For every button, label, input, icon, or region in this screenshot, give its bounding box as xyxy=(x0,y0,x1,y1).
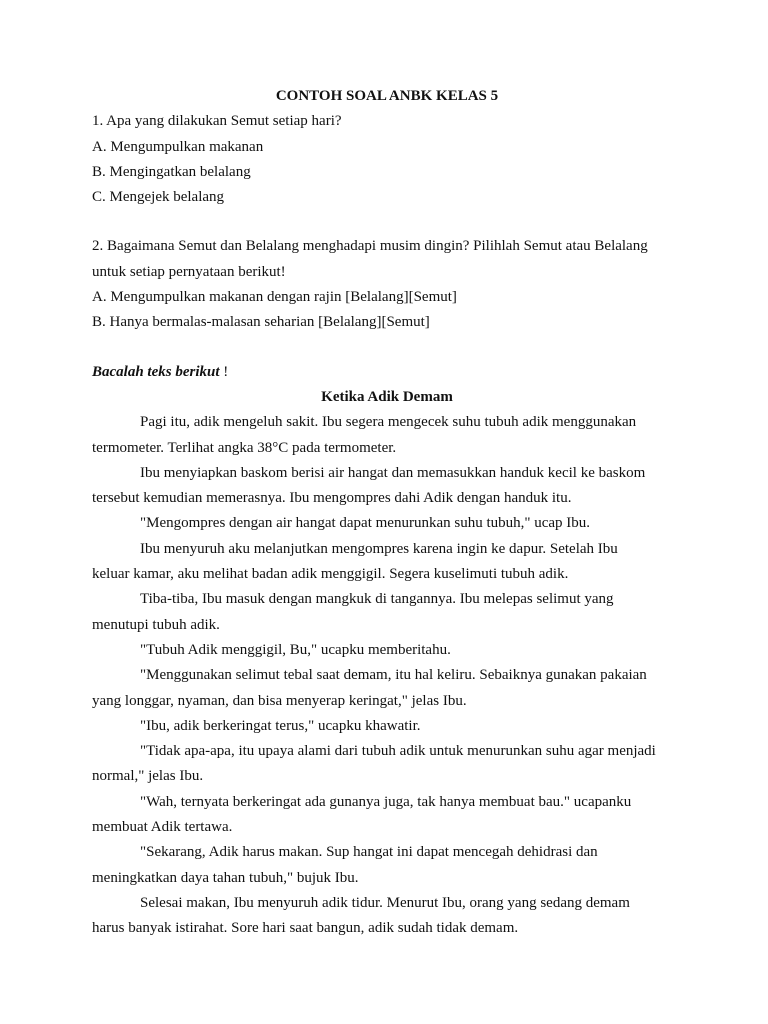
question-2-line-1: 2. Bagaimana Semut dan Belalang menghadapi musim dingin? Pilihlah Semut atau Belalang xyxy=(92,238,648,255)
story-line: "Tidak apa-apa, itu upaya alami dari tubuh adik untuk menurunkan suhu agar menjadi xyxy=(140,743,656,760)
instruction-suffix: ! xyxy=(219,363,229,380)
story-line: Tiba-tiba, Ibu masuk dengan mangkuk di tangannya. Ibu melepas selimut yang xyxy=(140,591,614,608)
story-line: keluar kamar, aku melihat badan adik menggigil. Segera kuselimuti tubuh adik. xyxy=(92,566,569,583)
story-line: tersebut kemudian memerasnya. Ibu mengompres dahi Adik dengan handuk itu. xyxy=(92,490,572,507)
instruction-text: Bacalah teks berikut xyxy=(92,363,220,380)
story-line: yang longgar, nyaman, dan bisa menyerap keringat," jelas Ibu. xyxy=(92,692,467,709)
q1-option-a: A. Mengumpulkan makanan xyxy=(92,138,264,155)
story-line: meningkatkan daya tahan tubuh," bujuk Ibu. xyxy=(92,869,359,886)
story-line: harus banyak istirahat. Sore hari saat bangun, adik sudah tidak demam. xyxy=(92,920,519,937)
story-line: normal," jelas Ibu. xyxy=(92,768,204,785)
story-line: "Mengompres dengan air hangat dapat menurunkan suhu tubuh," ucap Ibu. xyxy=(140,515,591,532)
reading-instruction xyxy=(92,360,682,385)
document-page xyxy=(92,84,682,942)
q1-option-c: C. Mengejek belalang xyxy=(92,189,225,206)
story-line: Ibu menyuruh aku melanjutkan mengompres karena ingin ke dapur. Setelah Ibu xyxy=(140,540,618,557)
story-line: "Tubuh Adik menggigil, Bu," ucapku memberitahu. xyxy=(140,641,451,658)
story-line: "Sekarang, Adik harus makan. Sup hangat ini dapat mencegah dehidrasi dan xyxy=(140,844,598,861)
story-line: "Ibu, adik berkeringat terus," ucapku khawatir. xyxy=(140,717,421,734)
q2-option-b: B. Hanya bermalas-malasan seharian [Belalang][Semut] xyxy=(92,314,430,331)
story-line: Pagi itu, adik mengeluh sakit. Ibu segera mengecek suhu tubuh adik menggunakan xyxy=(140,414,637,431)
story-line: termometer. Terlihat angka 38°C pada termometer. xyxy=(92,439,397,456)
spacer xyxy=(92,336,682,360)
spacer xyxy=(92,210,682,234)
story-line: membuat Adik tertawa. xyxy=(92,819,233,836)
story-title: Ketika Adik Demam xyxy=(321,388,453,405)
q2-option-a: A. Mengumpulkan makanan dengan rajin [Belalang][Semut] xyxy=(92,289,457,306)
question-2-line-2: untuk setiap pernyataan berikut! xyxy=(92,263,286,280)
document-title: CONTOH SOAL ANBK KELAS 5 xyxy=(275,88,499,104)
question-1: 1. Apa yang dilakukan Semut setiap hari? xyxy=(92,113,342,130)
story-line: "Wah, ternyata berkeringat ada gunanya juga, tak hanya membuat bau." ucapanku xyxy=(140,793,632,810)
story-line: "Menggunakan selimut tebal saat demam, itu hal keliru. Sebaiknya gunakan pakaian xyxy=(140,667,647,684)
story-line: menutupi tubuh adik. xyxy=(92,616,220,633)
story-line: Selesai makan, Ibu menyuruh adik tidur. Menurut Ibu, orang yang sedang demam xyxy=(140,894,630,911)
story-line: Ibu menyiapkan baskom berisi air hangat dan memasukkan handuk kecil ke baskom xyxy=(140,464,646,481)
q1-option-b: B. Mengingatkan belalang xyxy=(92,163,251,180)
